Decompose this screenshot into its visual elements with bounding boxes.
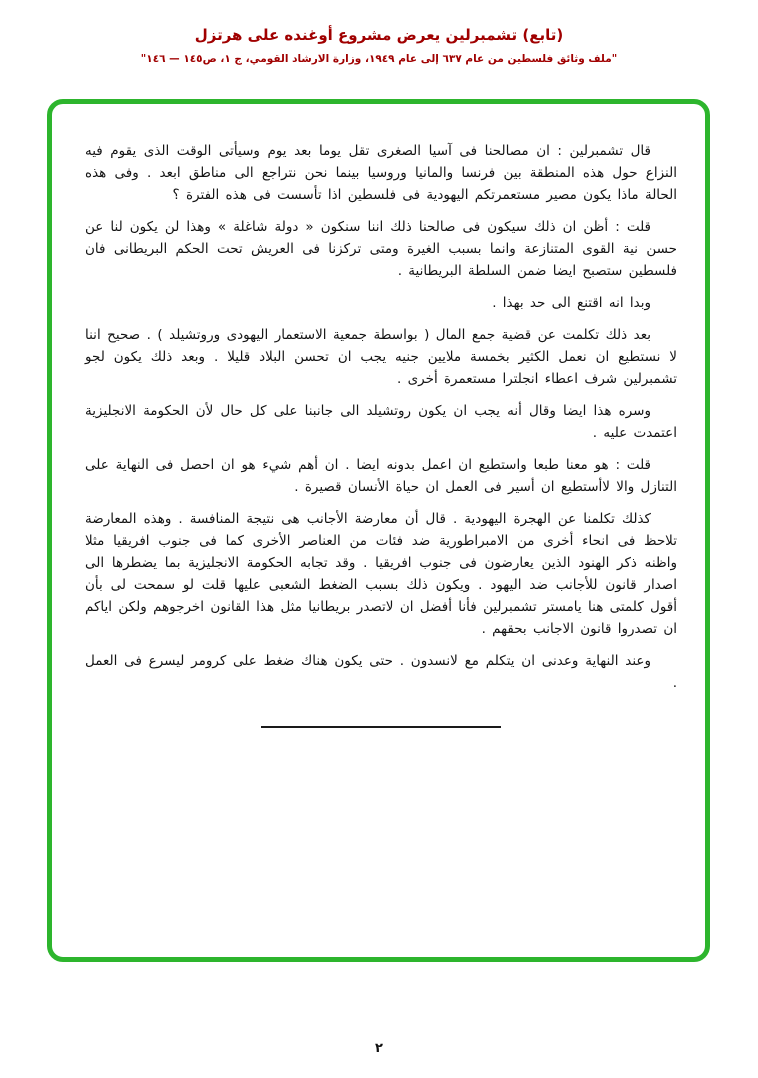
- divider: [261, 726, 501, 728]
- paragraph: وبدا انه اقتنع الى حد بهذا .: [492, 295, 651, 311]
- paragraph: قلت : هو معنا طبعا واستطيع ان اعمل بدونه ايضا . ان أهم شيء هو ان احصل فى النهاية على التنازل والا لاأستطيع ان أسير فى العمل ان حياة الأنسان قصيرة .: [85, 457, 677, 495]
- document-header: [0, 0, 758, 65]
- document-frame: [47, 99, 710, 962]
- paragraph: قال تشمبرلين : ان مصالحنا فى آسيا الصغرى تقل يوما بعد يوم وسيأتى الوقت الذى يقوم فيه النزاع حول هذه المنطقة بين فرنسا والمانيا وروسيا بينما نحن نتراجع الى مناطق ابعد . وفى هذه الحالة ماذا يكون مصير مستعمرتكم اليهودية فى فلسطين اذا تأسست فى هذه الفترة ؟: [85, 143, 677, 203]
- page-number: ٢: [375, 1041, 383, 1056]
- paragraph: قلت : أظن ان ذلك سيكون فى صالحنا ذلك اننا سنكون « دولة شاغلة » وهذا لن يكون لنا عن حسن نية القوى المتنازعة وانما بسبب الغيرة ومتى تركزنا فى العريش تحت الحكم البريطانى فان فلسطين ستصبح ايضا ضمن السلطة البريطانية .: [85, 219, 677, 279]
- page-title: (تابع) تشمبرلين يعرض مشروع أوغنده على هرتزل: [194, 26, 564, 44]
- paragraph: وعند النهاية وعدنى ان يتكلم مع لانسدون . حتى يكون هناك ضغط على كرومر ليسرع فى العمل .: [85, 653, 677, 691]
- document-body: [52, 104, 705, 728]
- page-subtitle: "ملف وثائق فلسطين من عام ٦٣٧ إلى عام ١٩٤٩، وزارة الارشاد القومي، ج ١، ص١٤٥ — ١٤٦": [140, 53, 618, 65]
- paragraph: وسره هذا ايضا وقال أنه يجب ان يكون روتشيلد الى جانبنا على كل حال لأن الحكومة الانجليزية اعتمدت عليه .: [85, 403, 677, 441]
- paragraph: كذلك تكلمنا عن الهجرة اليهودية . قال أن معارضة الأجانب هى نتيجة المنافسة . وهذه المعارضة تلاحظ فى انحاء أخرى من الامبراطورية ضد فئات من العناصر الأخرى كما فى جنوب افريقيا مثلا واظنه ذكر الهنود الذين يعارضون فى جنوب افريقيا . وقد تجابه الحكومة الانجليزية بما يضطرها الى اصدار قانون للأجانب ضد اليهود . ويكون ذلك بسبب الضغط الشعبى عليها قلت لو سمحت لى بأن أقول كلمتى هنا يامستر تشمبرلين فأنا أفضل ان لاتصدر بريطانيا مثل هذا القانون اخرجوهم ولكن اياكم ان تصدروا قانون الاجانب بحقهم .: [85, 511, 677, 637]
- paragraph: بعد ذلك تكلمت عن قضية جمع المال ( بواسطة جمعية الاستعمار اليهودى وروتشيلد ) . صحيح اننا لا نستطيع ان نعمل الكثير بخمسة ملايين جنيه يجب ان تحسن البلاد قليلا . وبعد ذلك يكون لجو تشمبرلين شرف اعطاء انجلترا مستعمرة أخرى .: [85, 327, 677, 387]
